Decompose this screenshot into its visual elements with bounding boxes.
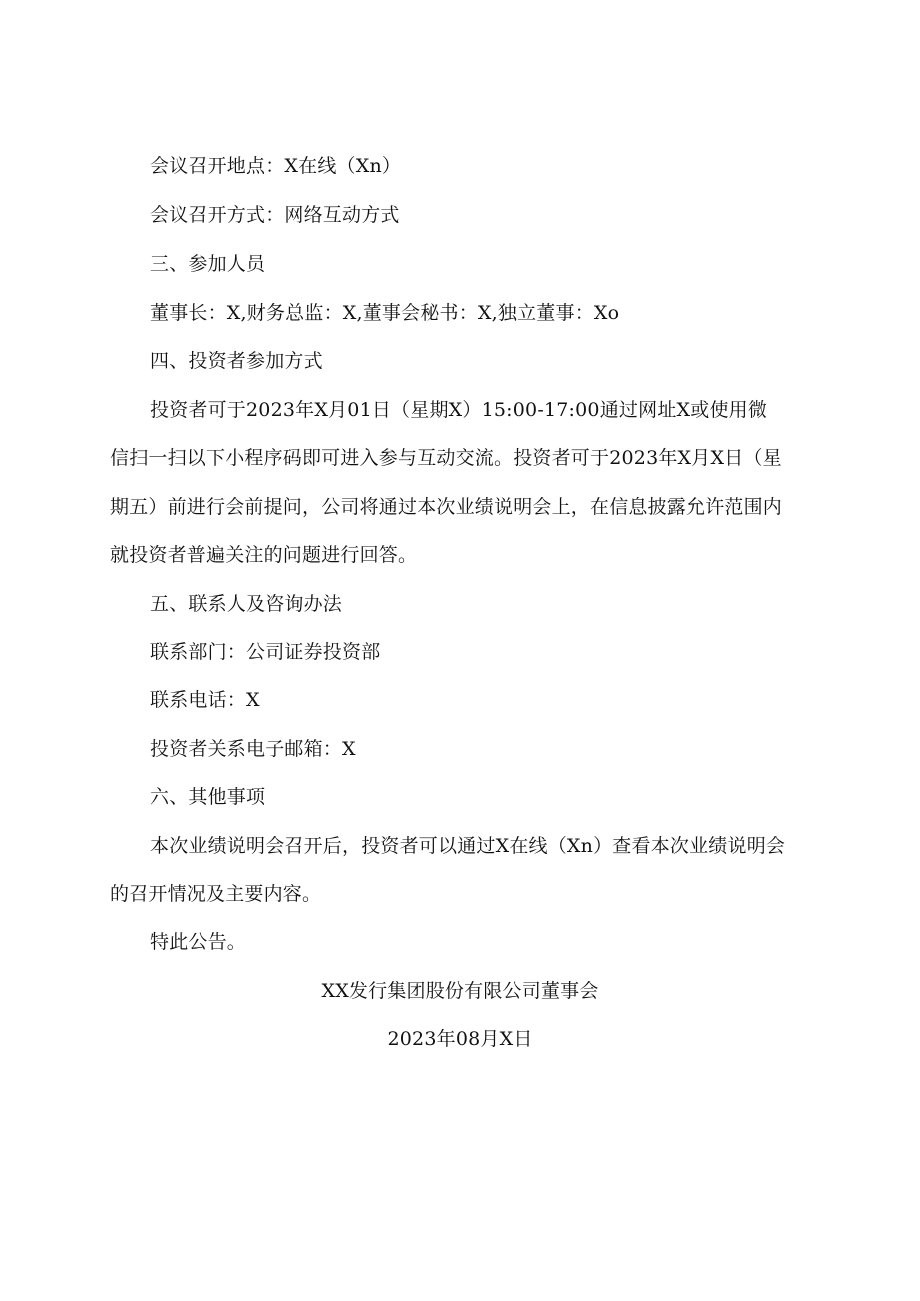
signature-company: XX发行集团股份有限公司董事会: [321, 980, 599, 1002]
section-heading-investor-participation: 四、投资者参加方式: [150, 350, 323, 372]
signature-date: 2023年08月X日: [387, 1028, 533, 1050]
meeting-location: 会议召开地点：X在线（Xn）: [150, 155, 402, 177]
investor-paragraph-line-2: 信扫一扫以下小程序码即可进入参与互动交流。投资者可于2023年X月X日（星: [110, 447, 782, 469]
contact-phone: 联系电话：X: [150, 689, 260, 711]
investor-paragraph-line-4: 就投资者普遍关注的问题进行回答。: [110, 544, 418, 566]
investor-paragraph-line-1: 投资者可于2023年X月01日（星期X）15:00-17:00通过网址X或使用微: [150, 399, 768, 421]
contact-department: 联系部门：公司证券投资部: [150, 641, 381, 663]
investor-paragraph-line-3: 期五）前进行会前提问，公司将通过本次业绩说明会上，在信息披露允许范围内: [110, 496, 783, 518]
meeting-method: 会议召开方式：网络互动方式: [150, 204, 400, 226]
participants-line: 董事长：X,财务总监：X,董事会秘书：X,独立董事：Xo: [150, 302, 620, 324]
contact-email: 投资者关系电子邮箱：X: [150, 738, 356, 760]
other-paragraph-line-2: 的召开情况及主要内容。: [110, 883, 322, 905]
section-heading-contact: 五、联系人及咨询办法: [150, 593, 343, 615]
section-heading-participants: 三、参加人员: [150, 253, 266, 275]
closing-line: 特此公告。: [150, 931, 247, 953]
section-heading-other-matters: 六、其他事项: [150, 786, 266, 808]
other-paragraph-line-1: 本次业绩说明会召开后，投资者可以通过X在线（Xn）查看本次业绩说明会: [150, 835, 786, 857]
